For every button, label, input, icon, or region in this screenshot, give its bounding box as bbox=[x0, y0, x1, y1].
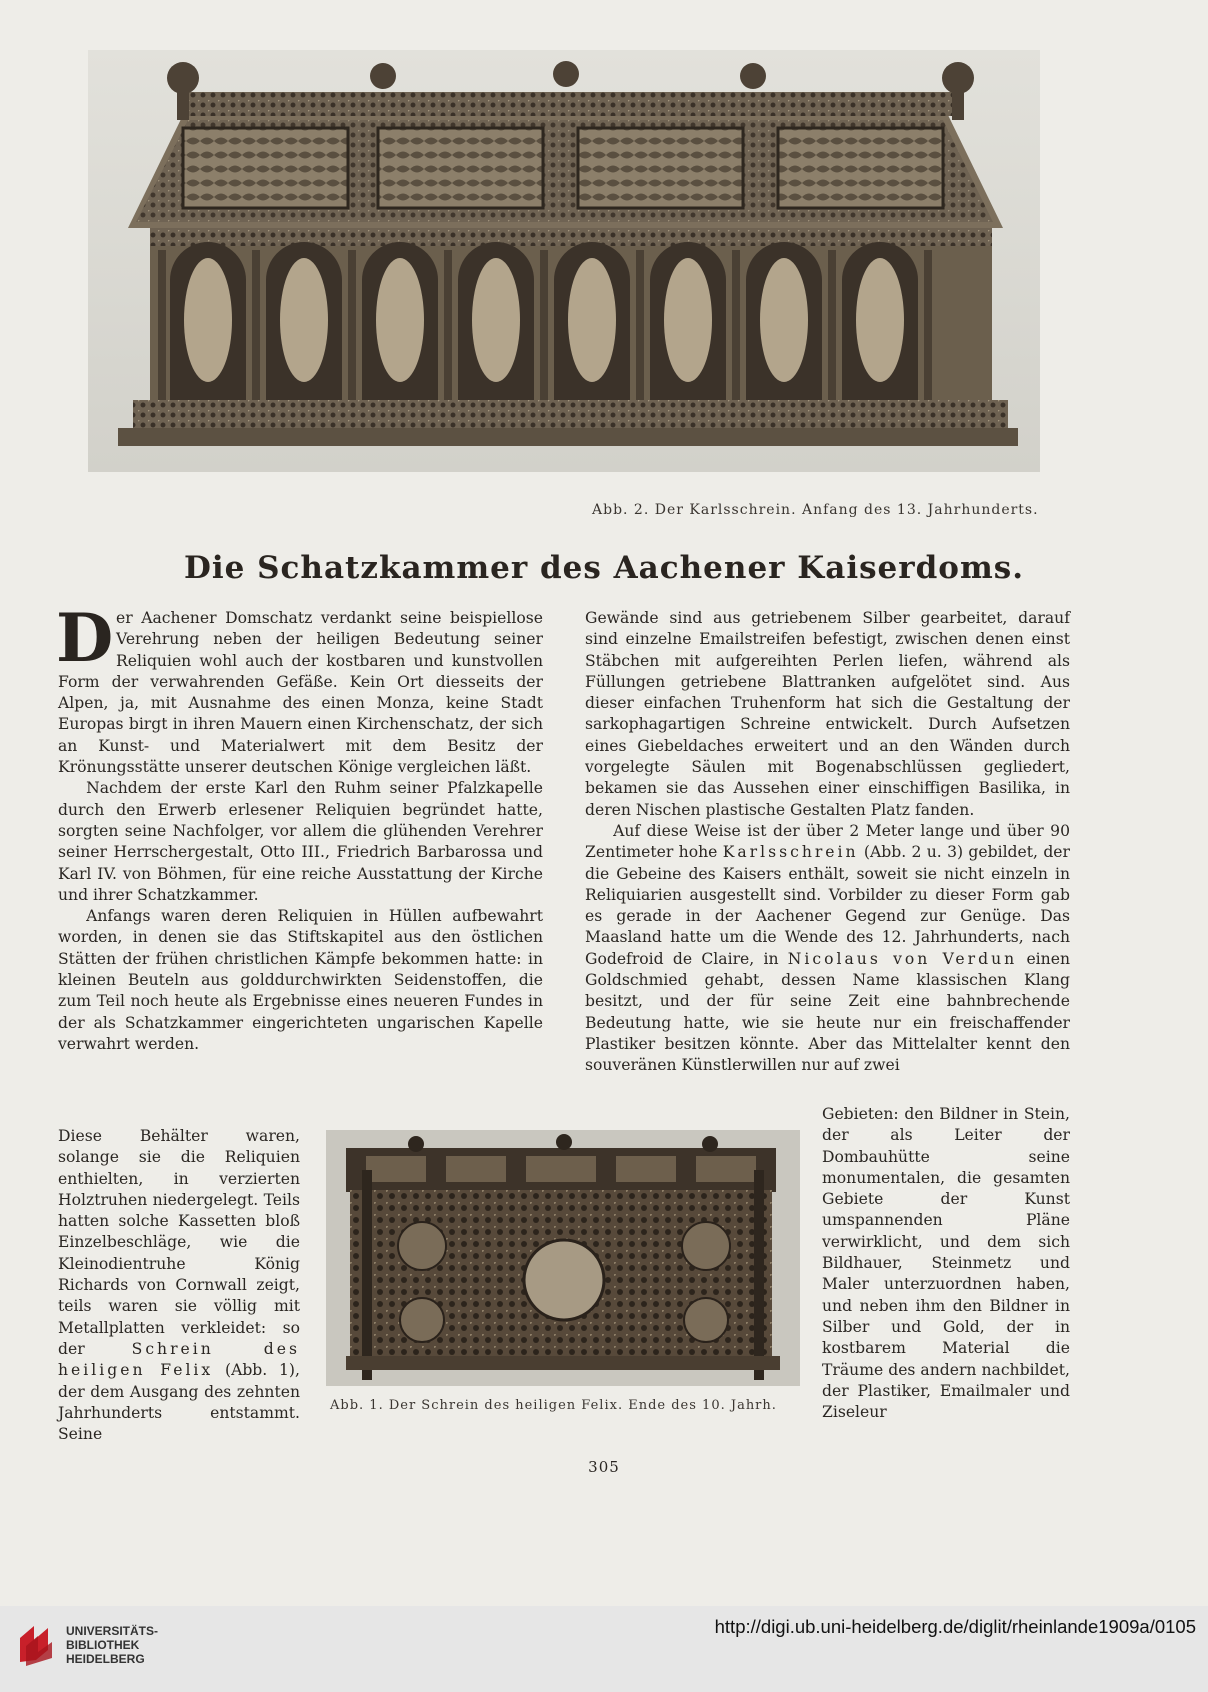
right-column bbox=[585, 608, 1070, 1077]
paragraph-3b-text: Diese Behälter waren, solange sie die Reliquien enthielten, in verzierten Holztruhen niedergelegt. Teils hatten solche Kassetten bloß Einzelbeschläge, wie die Kleinodientruhe König Richards von Cornwall zeigt, teils waren sie völlig mit Metallplatten verkleidet: so der bbox=[58, 1127, 300, 1358]
paragraph-3c-text: (Abb. 1), der dem Ausgang des zehnten Jahrhunderts entstammt. Seine bbox=[58, 1361, 300, 1444]
figure-felix-shrine-image bbox=[326, 1130, 800, 1386]
article-title: Die Schatzkammer des Aachener Kaiserdoms. bbox=[183, 550, 1025, 586]
left-column bbox=[56, 599, 543, 1055]
library-name-line-2: BIBLIOTHEK bbox=[66, 1638, 140, 1652]
right-paragraph-2 bbox=[585, 821, 1070, 1077]
figure-1-caption: Abb. 1. Der Schrein des heiligen Felix. Ende des 10. Jahrh. bbox=[330, 1398, 777, 1413]
paragraph-3: Anfangs waren deren Reliquien in Hüllen aufbewahrt worden, in denen sie das Stiftskapitel aus den östlichen Stätten der frühen christlichen Kämpfe bekommen hatte: in kleinen Beuteln aus golddurchwirkten Seidenstoffen, die zum Teil noch heute als Ergebnisse eines neueren Fundes in der als Schatzkammer eingerichteten ungarischen Kapelle verwahrt werden. bbox=[58, 907, 543, 1053]
right-p2b-text: (Abb. 2 u. 3) gebildet, der die Gebeine des Kaisers enthält, soweit sie nicht einzeln in Reliquiarien ausgestellt sind. Vorbilder zu dieser Form gab es gerade in der Aachener Gegend zur Genüge. Das Maasland hatte um die Wende des 12. Jahrhunderts, nach Godefroid de Claire, in bbox=[585, 843, 1070, 968]
footer-bar bbox=[0, 1606, 1208, 1692]
drop-cap: D bbox=[56, 599, 114, 677]
paragraph-3-continued bbox=[58, 1126, 300, 1445]
nicolaus-name: Nicolaus von Verdun bbox=[787, 949, 1018, 968]
paragraph-1 bbox=[56, 599, 543, 778]
library-logo-icon bbox=[14, 1622, 60, 1668]
figure-karlsschrein-image bbox=[88, 50, 1040, 472]
karlsschrein-name: Karlsschrein bbox=[722, 843, 859, 862]
felix-shrine-name: Schrein des heiligen Felix bbox=[58, 1339, 300, 1380]
left-narrow-column bbox=[58, 1126, 300, 1445]
library-name-line-1: UNIVERSITÄTS- bbox=[66, 1624, 159, 1638]
source-url-link[interactable]: http://digi.ub.uni-heidelberg.de/diglit/rheinlande1909a/0105 bbox=[714, 1616, 1196, 1637]
paragraph-1-text: er Aachener Domschatz verdankt seine beispiellose Verehrung neben der heiligen Bedeutung seiner Reliquien wohl auch der kostbaren und kunstvollen Form der verwahrenden Gefäße. Kein Ort diesseits der Alpen, ja, mit Ausnahme des einen Monza, keine Stadt Europas birgt in ihren Mauern einen Kirchenschatz, der sich an Kunst- und Materialwert mit dem Besitz der Krönungsstätte unserer deutschen Könige vergleichen läßt. bbox=[58, 609, 543, 777]
right-p2a-text: Auf diese Weise ist der über 2 Meter lange und über 90 Zentimeter hohe bbox=[585, 821, 1070, 862]
library-name-line-3: HEIDELBERG bbox=[66, 1652, 145, 1666]
paragraph-2: Nachdem der erste Karl den Ruhm seiner Pfalzkapelle durch den Erwerb erlesener Reliquien begründet hatte, sorgten seine Nachfolger, vor allem die glühenden Verehrer seiner Herrschergestalt, Otto III., Friedrich Barbarossa und Karl IV. von Böhmen, für eine reiche Ausstattung der Kirche und ihrer Schatzkammer. bbox=[58, 779, 543, 904]
library-name bbox=[66, 1624, 158, 1666]
right-paragraph-1: Gewände sind aus getriebenem Silber gearbeitet, darauf sind einzelne Emailstreifen befestigt, zwischen denen einst Stäbchen mit aufgereihten Perlen liefen, während als Füllungen getriebene Blattranken aufgelötet sind. Aus dieser einfachen Truhenform hat sich die Gestaltung der sarkophagartigen Schreine entwickelt. Durch Aufsetzen eines Giebeldaches erweitert und an den Wänden durch vorgelegte Säulen mit Bogenabschlüssen gegliedert, bekamen sie das Aussehen einer einschiffigen Basilika, in deren Nischen plastische Gestalten Platz fanden. bbox=[585, 609, 1070, 819]
right-paragraph-2-continued: Gebieten: den Bildner in Stein, der als Leiter der Dombauhütte seine monumentalen, die gesamten Gebiete der Kunst umspannenden Pläne verwirklicht, und dem sich Bildhauer, Steinmetz und Maler unterzuordnen haben, und neben ihm den Bildner in Silber und Gold, der in kostbarem Material die Träume des andern nachbildet, der Plastiker, Emailmaler und Ziseleur bbox=[822, 1105, 1070, 1422]
right-narrow-column bbox=[822, 1104, 1070, 1423]
figure-2-caption: Abb. 2. Der Karlsschrein. Anfang des 13. Jahrhunderts. bbox=[592, 502, 1039, 518]
right-p2c-text: einen Goldschmied gehabt, dessen Name klassischen Klang besitzt, und der für seine Zeit eine bahnbrechende Bedeutung hatte, wie sie heute nur ein freischaffender Plastiker besitzen könnte. Aber das Mittelalter kennt den souveränen Künstlerwillen nur auf zwei bbox=[585, 949, 1070, 1075]
page-number: 305 bbox=[588, 1458, 620, 1476]
